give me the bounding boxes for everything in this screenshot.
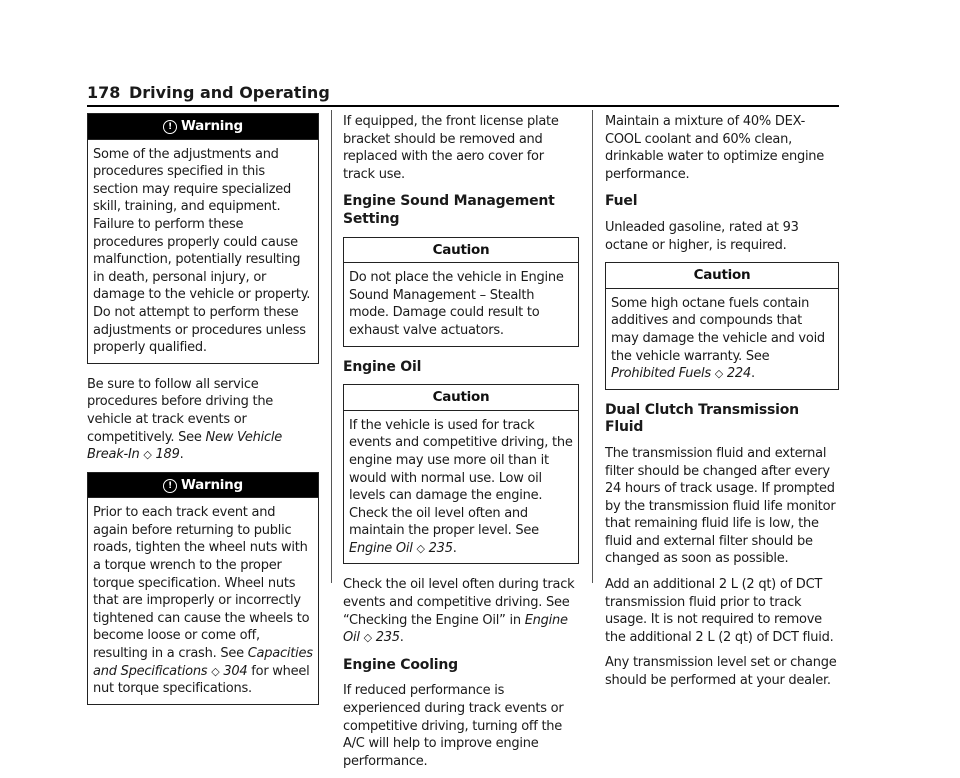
cross-reference-link[interactable]: New Vehicle Break-In [87, 429, 282, 463]
warning-icon: ! [163, 120, 177, 134]
column-2 [343, 113, 579, 778]
caution-header: Caution [606, 263, 838, 289]
caution-box [343, 384, 579, 564]
page-reference-icon: ◇ [363, 631, 372, 645]
cross-reference-link[interactable]: Engine Oil [343, 612, 568, 646]
caution-header: Caution [344, 238, 578, 264]
caution-header: Caution [344, 385, 578, 411]
paragraph: Add an additional 2 L (2 qt) of DCT transmission fluid prior to track usage. It is not required to remove the additional 2 L (2 qt) of DCT fluid. [605, 577, 834, 645]
paragraph: Check the oil level often during track events and competitive driving. See “Checking the Engine Oil” in Engine Oil ◇ 235. [343, 577, 575, 646]
cross-reference-link[interactable]: Capacities and Specifications [93, 646, 313, 679]
paragraph: If equipped, the front license plate bracket should be removed and replaced with the aero cover for track use. [343, 114, 559, 182]
page-reference[interactable]: 235 [375, 630, 400, 646]
caution-box [343, 237, 579, 347]
warning-icon: ! [163, 479, 177, 493]
warning-title: Warning [181, 118, 243, 134]
page-number: 178 [87, 83, 121, 102]
heading-engine-oil: Engine Oil [343, 358, 422, 375]
cross-reference-link[interactable]: Engine Oil [349, 540, 413, 556]
warning-body: Prior to each track event and again before returning to public roads, tighten the wheel nuts with a torque wrench to the proper torque specification. Wheel nuts that are improperly or incorrectly tightened can cause the wheels to become loose or come off, resulting in a crash. See Capacities and Specifications ◇ 304 for wheel nut torque specifications. [93, 505, 313, 697]
page-header [87, 83, 839, 107]
page-reference[interactable]: 224 [726, 366, 751, 382]
page-reference[interactable]: 304 [223, 663, 248, 679]
column-3 [605, 113, 839, 698]
caution-body: If the vehicle is used for track events and competitive driving, the engine may use more oil than it would with normal use. Low oil levels can damage the engine. Check the oil level often and maintain the proper level. See Engine Oil ◇ 235. [349, 417, 573, 556]
caution-box [605, 262, 839, 390]
warning-title: Warning [181, 476, 243, 493]
section-title: Driving and Operating [129, 83, 330, 102]
heading-engine-sound: Engine Sound Management Setting [343, 193, 555, 227]
caution-body: Some high octane fuels contain additives and compounds that may damage the vehicle and void the vehicle warranty. See Prohibited Fuels ◇ 224. [611, 295, 825, 382]
page-reference[interactable]: 189 [155, 447, 180, 463]
page-reference[interactable]: 235 [428, 540, 453, 556]
page-reference-icon: ◇ [143, 448, 152, 462]
warning-body: Some of the adjustments and procedures specified in this section may require specialized skill, training, and equipment. Failure to perform these procedures properly could cause malfunction, potentially resulting in death, personal injury, or damage to the vehicle or property. Do not attempt to perform these adjustments or procedures unless properly qualified. [93, 146, 311, 356]
cross-reference-link[interactable]: Prohibited Fuels [611, 366, 711, 382]
column-divider [592, 110, 593, 583]
warning-header [88, 114, 318, 140]
heading-dct-fluid: Dual Clutch Transmission Fluid [605, 401, 799, 436]
heading-engine-cooling: Engine Cooling [343, 656, 458, 673]
heading-fuel: Fuel [605, 193, 638, 210]
paragraph: Unleaded gasoline, rated at 93 octane or higher, is required. [605, 219, 799, 253]
page-reference-icon: ◇ [211, 664, 220, 678]
paragraph: Maintain a mixture of 40% DEX-COOL coolant and 60% clean, drinkable water to optimize engine performance. [605, 114, 825, 182]
paragraph: Be sure to follow all service procedures before driving the vehicle at track events or competitively. See New Vehicle Break-In ◇ 189. [87, 376, 282, 463]
page-reference-icon: ◇ [416, 541, 425, 555]
warning-header [88, 473, 318, 499]
warning-box [87, 472, 319, 705]
paragraph: If reduced performance is experienced during track events or competitive driving, turning off the A/C will help to improve engine performance. [343, 683, 564, 769]
column-1 [87, 113, 319, 717]
page-reference-icon: ◇ [714, 367, 724, 381]
paragraph: The transmission fluid and external filter should be changed after every 24 hours of track usage. If prompted by the transmission fluid life monitor that remaining fluid life is low, the fluid and external filter should be changed as soon as possible. [605, 445, 836, 567]
warning-box [87, 113, 319, 364]
paragraph: Any transmission level set or change should be performed at your dealer. [605, 655, 837, 689]
caution-body: Do not place the vehicle in Engine Sound Management – Stealth mode. Damage could result to exhaust valve actuators. [349, 270, 564, 338]
column-divider [331, 110, 332, 583]
